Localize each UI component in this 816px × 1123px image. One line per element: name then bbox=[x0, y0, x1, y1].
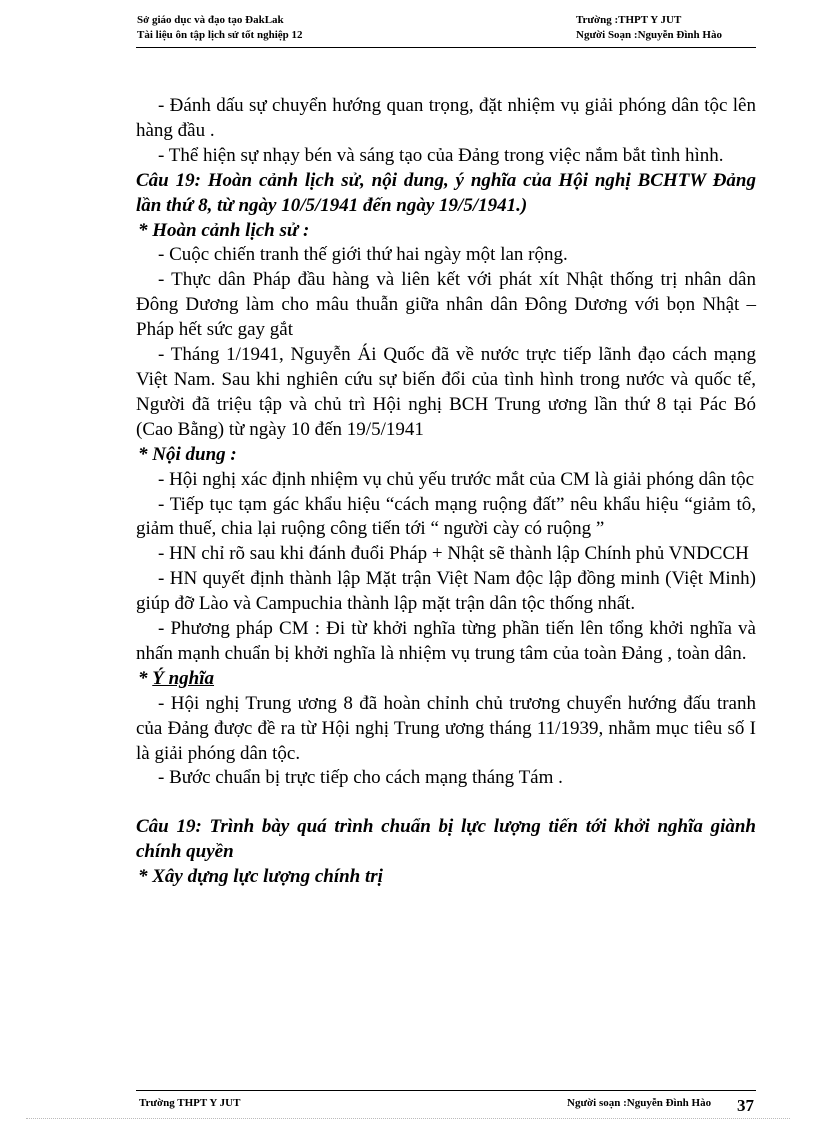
heading-bullet: * bbox=[138, 667, 153, 689]
section-heading-context: * Hoàn cảnh lịch sử : bbox=[138, 219, 310, 241]
header-document-title: Tài liệu ôn tập lịch sử tốt nghiệp 12 bbox=[137, 29, 303, 41]
header-school: Trường :THPT Y JUT bbox=[576, 14, 682, 26]
paragraph: - Hội nghị Trung ương 8 đã hoàn chỉnh chủ trương chuyển hướng đấu tranh của Đảng được đề ra từ Hội nghị Trung ương tháng 11/1939, nhằm mục tiêu số I là giải phóng dân tộc. bbox=[136, 692, 756, 764]
paragraph: - Hội nghị xác định nhiệm vụ chủ yếu trước mắt của CM là giải phóng dân tộc bbox=[158, 468, 755, 490]
paragraph: - HN chỉ rõ sau khi đánh đuổi Pháp + Nhật sẽ thành lập Chính phủ VNDCCH bbox=[158, 543, 749, 565]
section-heading-content: * Nội dung : bbox=[138, 443, 237, 465]
paragraph: - Tiếp tục tạm gác khẩu hiệu “cách mạng ruộng đất” nêu khẩu hiệu “giảm tô, giảm thuế, chia lại ruộng công tiến tới “ người cày có ruộng ” bbox=[136, 493, 756, 540]
section-heading-political-forces: * Xây dựng lực lượng chính trị bbox=[138, 866, 383, 888]
question-heading: Câu 19: Trình bày quá trình chuẩn bị lực lượng tiến tới khởi nghĩa giành chính quyền bbox=[136, 816, 756, 863]
paragraph: - Đánh dấu sự chuyển hướng quan trọng, đặt nhiệm vụ giải phóng dân tộc lên hàng đầu . bbox=[136, 95, 756, 141]
header-divider bbox=[136, 47, 756, 48]
paragraph: - Thể hiện sự nhạy bén và sáng tạo của Đảng trong việc nắm bắt tình hình. bbox=[158, 144, 724, 166]
paragraph: - Bước chuẩn bị trực tiếp cho cách mạng tháng Tám . bbox=[158, 767, 563, 789]
spacer bbox=[136, 791, 756, 815]
paragraph: - HN quyết định thành lập Mặt trận Việt Nam độc lập đồng minh (Việt Minh) giúp đỡ Lào và Campuchia thành lập mặt trận dân tộc thống nhất. bbox=[136, 568, 756, 615]
footer-divider bbox=[136, 1090, 756, 1091]
footer-school: Trường THPT Y JUT bbox=[139, 1097, 241, 1109]
page-number: 37 bbox=[737, 1096, 754, 1115]
question-heading: Câu 19: Hoàn cảnh lịch sử, nội dung, ý nghĩa của Hội nghị BCHTW Đảng lần thứ 8, từ ngày 10/5/1941 đến ngày 19/5/1941.) bbox=[136, 169, 756, 216]
paragraph: - Cuộc chiến tranh thế giới thứ hai ngày một lan rộng. bbox=[158, 244, 568, 266]
header-left bbox=[137, 13, 303, 43]
footer-author: Người soạn :Nguyễn Đình Hào bbox=[567, 1097, 712, 1109]
paragraph: - Tháng 1/1941, Nguyễn Ái Quốc đã về nước trực tiếp lãnh đạo cách mạng Việt Nam. Sau khi nghiên cứu sự biến đổi của tình hình trong nước và quốc tế, Người đã triệu tập và chủ trì Hội nghị BCH Trung ương lần thứ 8 tại Pác Bó (Cao Bằng) từ ngày 10 đến 19/5/1941 bbox=[136, 344, 756, 440]
paragraph: - Phương pháp CM : Đi từ khởi nghĩa từng phần tiến lên tổng khởi nghĩa và nhấn mạnh chuẩn bị khởi nghĩa là nhiệm vụ trung tâm của toàn Đảng , toàn dân. bbox=[136, 618, 756, 664]
heading-text: Ý nghĩa bbox=[152, 667, 215, 689]
header-right bbox=[576, 13, 722, 43]
page-edge-dotted-line bbox=[26, 1118, 790, 1119]
header-department: Sở giáo dục và đạo tạo ĐakLak bbox=[137, 14, 284, 26]
section-heading-significance bbox=[136, 667, 756, 692]
header-author: Người Soạn :Nguyễn Đình Hào bbox=[576, 29, 722, 41]
page-content bbox=[136, 94, 756, 890]
paragraph: - Thực dân Pháp đầu hàng và liên kết với phát xít Nhật thống trị nhân dân Đông Dương làm cho mâu thuẫn giữa nhân dân Đông Dương với bọn Nhật – Pháp hết sức gay gắt bbox=[136, 269, 756, 341]
